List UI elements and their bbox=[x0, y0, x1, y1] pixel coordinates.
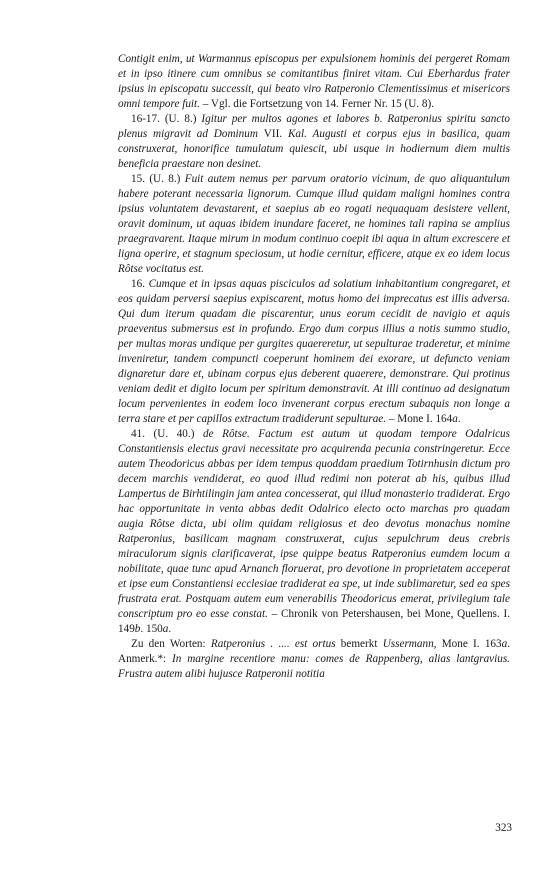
text-run: 41. (U. 40.) bbox=[131, 428, 203, 440]
paragraph bbox=[118, 427, 510, 637]
text-run: Kal. Augusti et corpus ejus in basilica, quam construxerat, honorifice tumulatum quiescit, ubi usque in hodiernum diem multis beneficia praestare non desinet. bbox=[118, 128, 511, 170]
text-run: b bbox=[134, 623, 141, 635]
text-run: In margine recentiore manu: comes de Rappenberg, alias lantgravius. Frustra autem alibi hujusce Ratperonii notitia bbox=[118, 653, 510, 680]
text-run: . bbox=[457, 413, 461, 425]
text-run: a bbox=[501, 638, 508, 650]
text-run: 16-17. (U. 8.) bbox=[131, 113, 202, 125]
text-run: a bbox=[452, 413, 458, 425]
text-run: Cumque et in ipsas aquas pisciculos ad solatium inhabitantium congregaret, et eos quidam perversi saepius expiscarent, motus homo dei imprecatus est illis adversa. Qui dum iterum quadam die piscarentur, unus eorum cecidit de navigio et aquis praeventus submersus est in profundo. Ergo dum corpus illius a notis summo studio, per multas moras undique per gurgites quaereretur, ut sepulturae traderetur, et minime inveniretur, tandem compuncti coeperunt hominem dei exorare, ut defuncto veniam dignaretur dare et, ubinam corpus ejus deberent quaerere, demonstrare. Qui protinus veniam dedit et digito locum per spiritum demonstravit. At illi continuo ad designatum locum pervenientes in eodem loco invenerant corpus erectum subaquis non longe a terra stare et per capillos extractum tradiderunt sepulturae. bbox=[118, 278, 511, 425]
text-run: . bbox=[168, 623, 172, 635]
text-run: Fuit autem nemus per parvum oratorio vicinum, de quo aliquantulum habere poterant necessaria lignorum. Cumque illud quidam maligni homines contra ipsius voluntatem devastarent, et saepius ab eo rogati nequaquam desistere vellent, oravit dominum, ut aquas ibidem inundare faceret, ne homines tali rapina se amplius praegravarent. Itaque mirum in modum continuo coepit ibi aqua in altum excrescere et ligna operire, et stagnum speciosum, ut hodie cernitur, efficere, atque ex eo idem locus Rôtse vocitatus est. bbox=[118, 173, 510, 275]
paragraph bbox=[118, 637, 510, 682]
text-run: – Mone I. 164 bbox=[386, 413, 453, 425]
text-run: . 150 bbox=[140, 623, 163, 635]
text-run: Zu den Worten: bbox=[131, 638, 211, 650]
paragraph bbox=[118, 277, 510, 427]
text-run: bemerkt bbox=[335, 638, 383, 650]
text-run: 15. (U. 8.) bbox=[131, 173, 185, 185]
text-run: Igitur per multos agones et labores b. Ratperonius spiritu sancto plenus migravit ad Dominum bbox=[118, 113, 510, 140]
text-run: 16. bbox=[131, 278, 149, 290]
text-run: Ussermann bbox=[382, 638, 434, 650]
text-run: – Chronik von Petershausen, bei Mone, Quellens. I. 149 bbox=[118, 608, 511, 635]
text-run: . Anmerk.*: bbox=[118, 638, 510, 665]
page-number: 323 bbox=[495, 822, 512, 834]
text-run: Ratperonius . .... est ortus bbox=[210, 638, 336, 650]
paragraph bbox=[118, 52, 510, 112]
text-run: Contigit enim, ut Warmannus episcopus per expulsionem hominis dei pergeret Romam et in ipso itinere cum omnibus se comitantibus finiret vitam. Cui Eberhardus frater ipsius in episcopatu successit, qui beato viro Ratperonio Clementissimus et misericors omni tempore fuit. bbox=[118, 53, 510, 110]
text-run: a bbox=[162, 623, 169, 635]
text-run: VII. bbox=[263, 128, 288, 140]
paragraph bbox=[118, 172, 510, 277]
paragraph bbox=[118, 112, 510, 172]
main-text bbox=[118, 52, 510, 682]
text-run: – Vgl. die Fortsetzung von 14. Ferner Nr. 15 (U. 8). bbox=[199, 98, 435, 110]
text-run: , Mone I. 163 bbox=[433, 638, 502, 650]
text-run: de Rôtse. Factum est autum ut quodam tempore Odalricus Constantiensis electus gravi necessitate pro acquirenda pecunia constringeretur. Ecce autem Theodoricus abbas per idem tempus quoddam praedium Totirnhusin dictum pro decem marchis vendiderat, eo quod illud redimi non poterat ab his, quibus illud Lampertus de Birhtilingin jam antea concesserat, qui illud monasterio tradiderat. Ergo hac opportunitate in venta abbas dedit Odalrico electo octo marchas pro quadam augia Rôtse dicta, ubi olim quidam religiosus et deo devotus monachus nomine Ratperonius, basilicam magnam construxerat, cujus sepulchrum deus crebris miraculorum signis clarificaverat, ipse quippe beatus Ratperonius eumdem locum a nobilitate, quae tunc apud Arnanch floruerat, pro devotione in proprietatem acceperat et ipse eum Constantiensi ecclesiae tradiderat ea spe, ut inde sublimaretur, sed ea spes frustrata erat. Postquam autem eum venerabilis Theodoricus emerat, privilegium tale conscriptum pro eo esse constat. bbox=[118, 428, 510, 620]
